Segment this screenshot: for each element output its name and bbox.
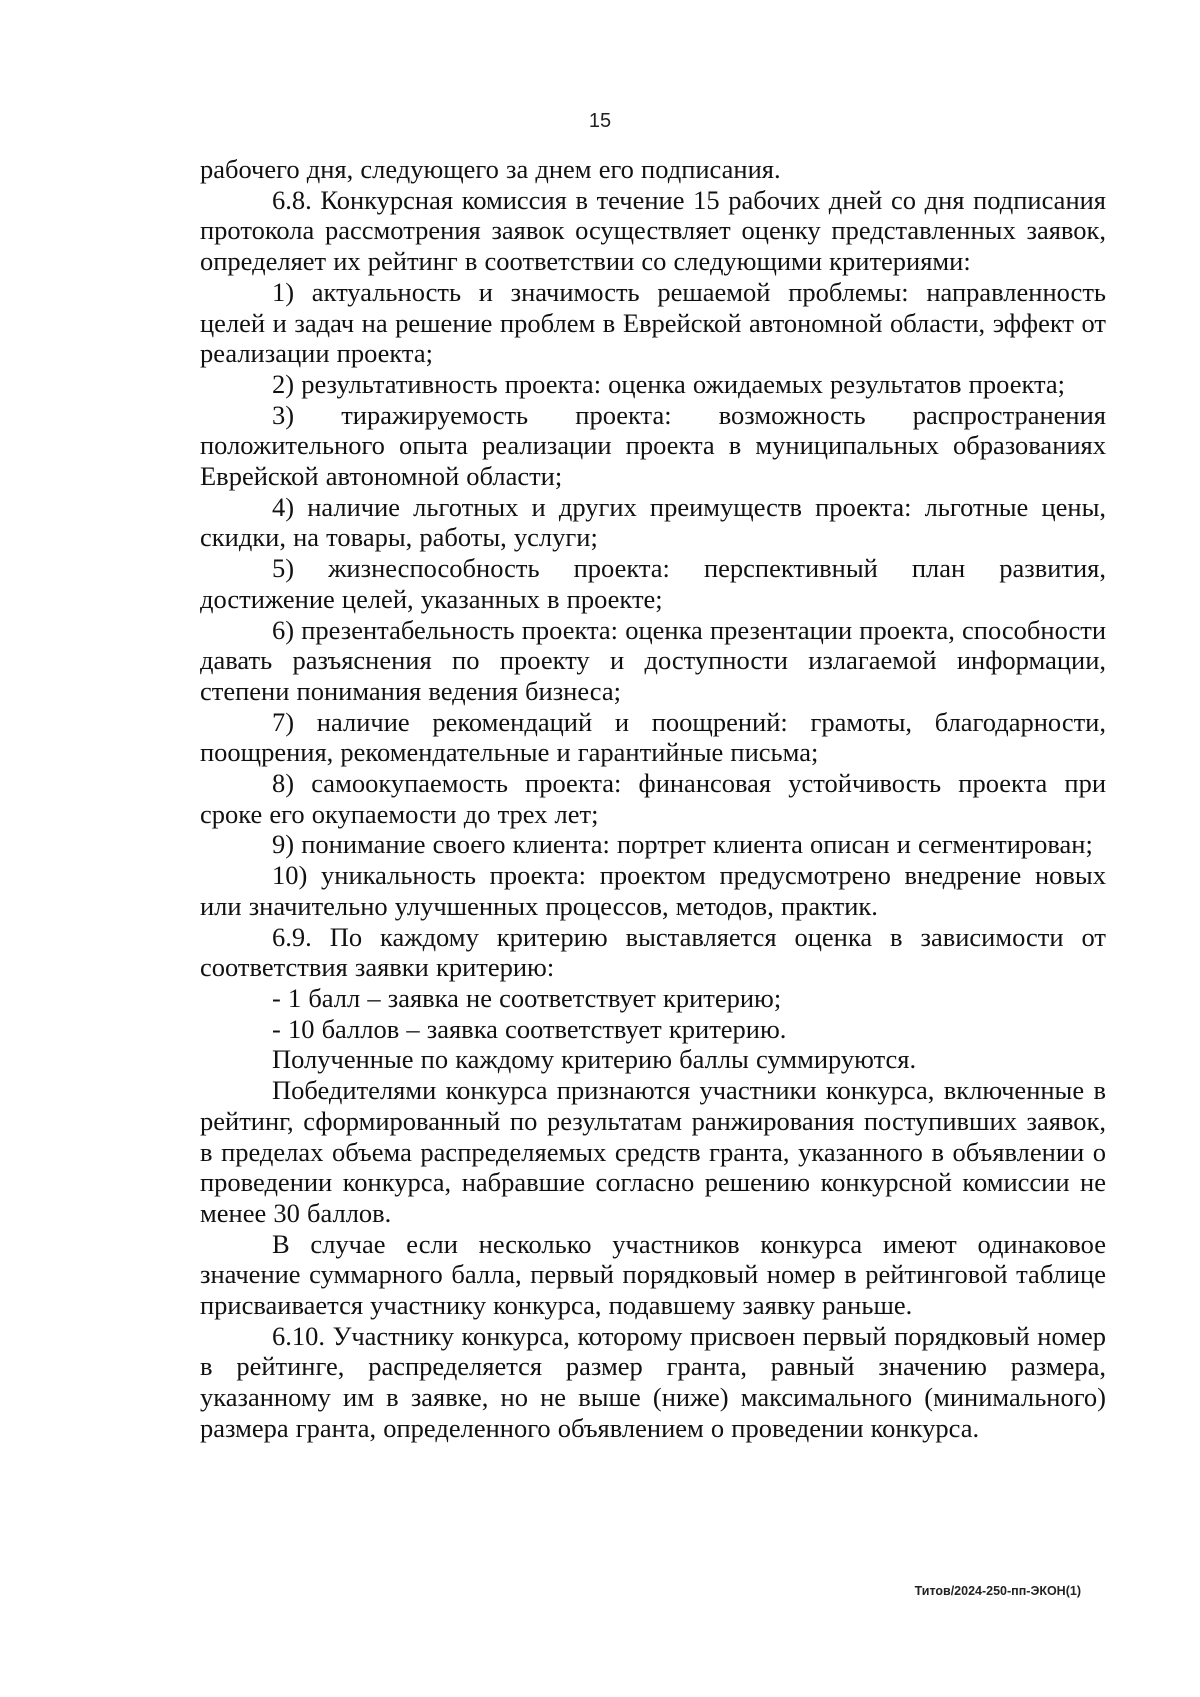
document-body bbox=[200, 154, 1106, 1444]
paragraph: 6.8. Конкурсная комиссия в течение 15 рабочих дней со дня подписания протокола рассмотрения заявок осуществляет оценку представленных заявок, определяет их рейтинг в соответствии со следующими критериями: bbox=[200, 184, 1106, 277]
paragraph: 3) тиражируемость проекта: возможность распространения положительного опыта реализации проекта в муниципальных образованиях Еврейской автономной области; bbox=[200, 399, 1106, 492]
paragraph: 7) наличие рекомендаций и поощрений: грамоты, благодарности, поощрения, рекомендательные и гарантийные письма; bbox=[200, 706, 1106, 768]
paragraph: - 10 баллов – заявка соответствует критерию. bbox=[272, 1013, 787, 1044]
paragraph: Полученные по каждому критерию баллы суммируются. bbox=[272, 1044, 917, 1075]
paragraph: 10) уникальность проекта: проектом предусмотрено внедрение новых или значительно улучшенных процессов, методов, практик. bbox=[200, 860, 1106, 921]
paragraph: 8) самоокупаемость проекта: финансовая устойчивость проекта при сроке его окупаемости до трех лет; bbox=[200, 768, 1106, 829]
paragraph: 6.10. Участнику конкурса, которому присвоен первый порядковый номер в рейтинге, распределяется размер гранта, равный значению размера, указанному им в заявке, но не выше (ниже) максимального (минимального) размера гранта, определенного объявлением о проведении конкурса. bbox=[200, 1320, 1106, 1443]
paragraph: - 1 балл – заявка не соответствует критерию; bbox=[272, 982, 782, 1013]
page-number: 15 bbox=[588, 110, 612, 132]
paragraph: 5) жизнеспособность проекта: перспективный план развития, достижение целей, указанных в проекте; bbox=[200, 553, 1106, 614]
paragraph: рабочего дня, следующего за днем его подписания. bbox=[200, 154, 781, 184]
document-code: Титов/2024-250-пп-ЭКОН(1) bbox=[914, 1584, 1081, 1598]
paragraph: 9) понимание своего клиента: портрет клиента описан и сегментирован; bbox=[272, 829, 1093, 860]
paragraph: 2) результативность проекта: оценка ожидаемых результатов проекта; bbox=[272, 368, 1066, 399]
paragraph: 6.9. По каждому критерию выставляется оценка в зависимости от соответствия заявки критерию: bbox=[200, 921, 1106, 983]
paragraph: 1) актуальность и значимость решаемой проблемы: направленность целей и задач на решение проблем в Еврейской автономной области, эффект от реализации проекта; bbox=[200, 276, 1106, 369]
paragraph: В случае если несколько участников конкурса имеют одинаковое значение суммарного балла, первый порядковый номер в рейтинговой таблице присваивается участнику конкурса, подавшему заявку раньше. bbox=[200, 1228, 1106, 1321]
paragraph: Победителями конкурса признаются участники конкурса, включенные в рейтинг, сформированный по результатам ранжирования поступивших заявок, в пределах объема распределяемых средств гранта, указанного в объявлении о проведении конкурса, набравшие согласно решению конкурсной комиссии не менее 30 баллов. bbox=[200, 1075, 1106, 1228]
paragraph: 4) наличие льготных и других преимуществ проекта: льготные цены, скидки, на товары, работы, услуги; bbox=[200, 491, 1106, 553]
paragraph: 6) презентабельность проекта: оценка презентации проекта, способности давать разъяснения по проекту и доступности излагаемой информации, степени понимания ведения бизнеса; bbox=[200, 614, 1106, 706]
